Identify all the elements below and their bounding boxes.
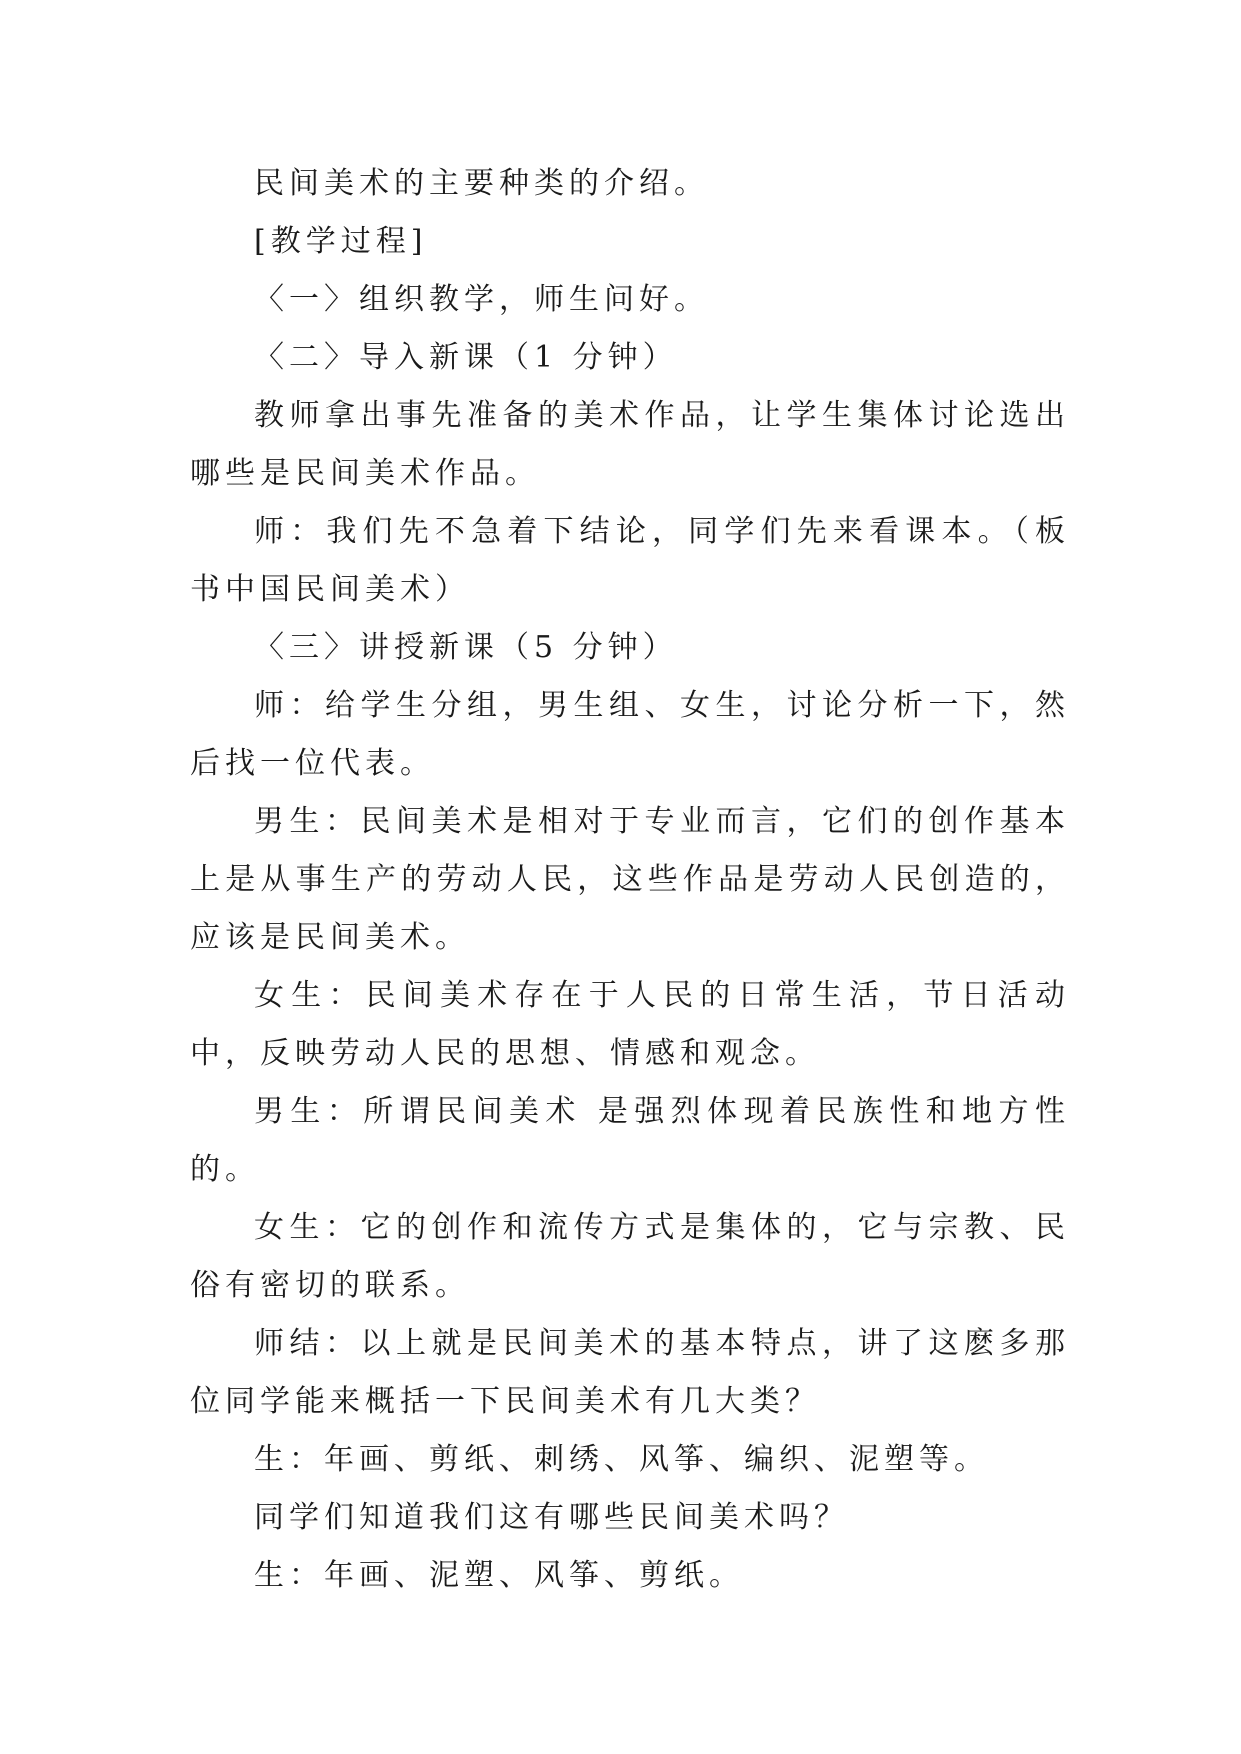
paragraph-girl-answer-1: 女生：民间美术存在于人民的日常生活，节日活动中，反映劳动人民的思想、情感和观念。 <box>190 978 1070 1071</box>
paragraph-teacher-summary: 师结：以上就是民间美术的基本特点，讲了这麽多那位同学能来概括一下民间美术有几大类？ <box>190 1326 1070 1419</box>
document-body <box>190 155 1070 1605</box>
paragraph-student-answer-1: 生：年画、剪纸、刺绣、风筝、编织、泥塑等。 <box>254 1442 989 1477</box>
paragraph-question: 同学们知道我们这有哪些民间美术吗？ <box>254 1500 849 1535</box>
paragraph-step-1: 〈一〉组织教学，师生问好。 <box>254 282 709 317</box>
section-heading-teaching-process: [教学过程] <box>254 224 428 259</box>
paragraph-boy-answer-2: 男生：所谓民间美术 是强烈体现着民族性和地方性的。 <box>190 1094 1070 1187</box>
paragraph-step-2: 〈二〉导入新课（1 分钟） <box>254 340 678 375</box>
paragraph-student-answer-2: 生：年画、泥塑、风筝、剪纸。 <box>254 1558 744 1593</box>
paragraph-teacher-grouping: 师：给学生分组，男生组、女生，讨论分析一下，然后找一位代表。 <box>190 688 1070 781</box>
paragraph-boy-answer-1: 男生：民间美术是相对于专业而言，它们的创作基本上是从事生产的劳动人民，这些作品是劳动人民创造的，应该是民间美术。 <box>190 804 1070 955</box>
paragraph-intro: 民间美术的主要种类的介绍。 <box>254 166 709 201</box>
paragraph-teacher-activity: 教师拿出事先准备的美术作品，让学生集体讨论选出哪些是民间美术作品。 <box>190 398 1070 491</box>
paragraph-step-3: 〈三〉讲授新课（5 分钟） <box>254 630 678 665</box>
paragraph-teacher-dialogue: 师：我们先不急着下结论，同学们先来看课本。（板书中国民间美术） <box>190 514 1070 607</box>
paragraph-girl-answer-2: 女生：它的创作和流传方式是集体的，它与宗教、民俗有密切的联系。 <box>190 1210 1070 1303</box>
